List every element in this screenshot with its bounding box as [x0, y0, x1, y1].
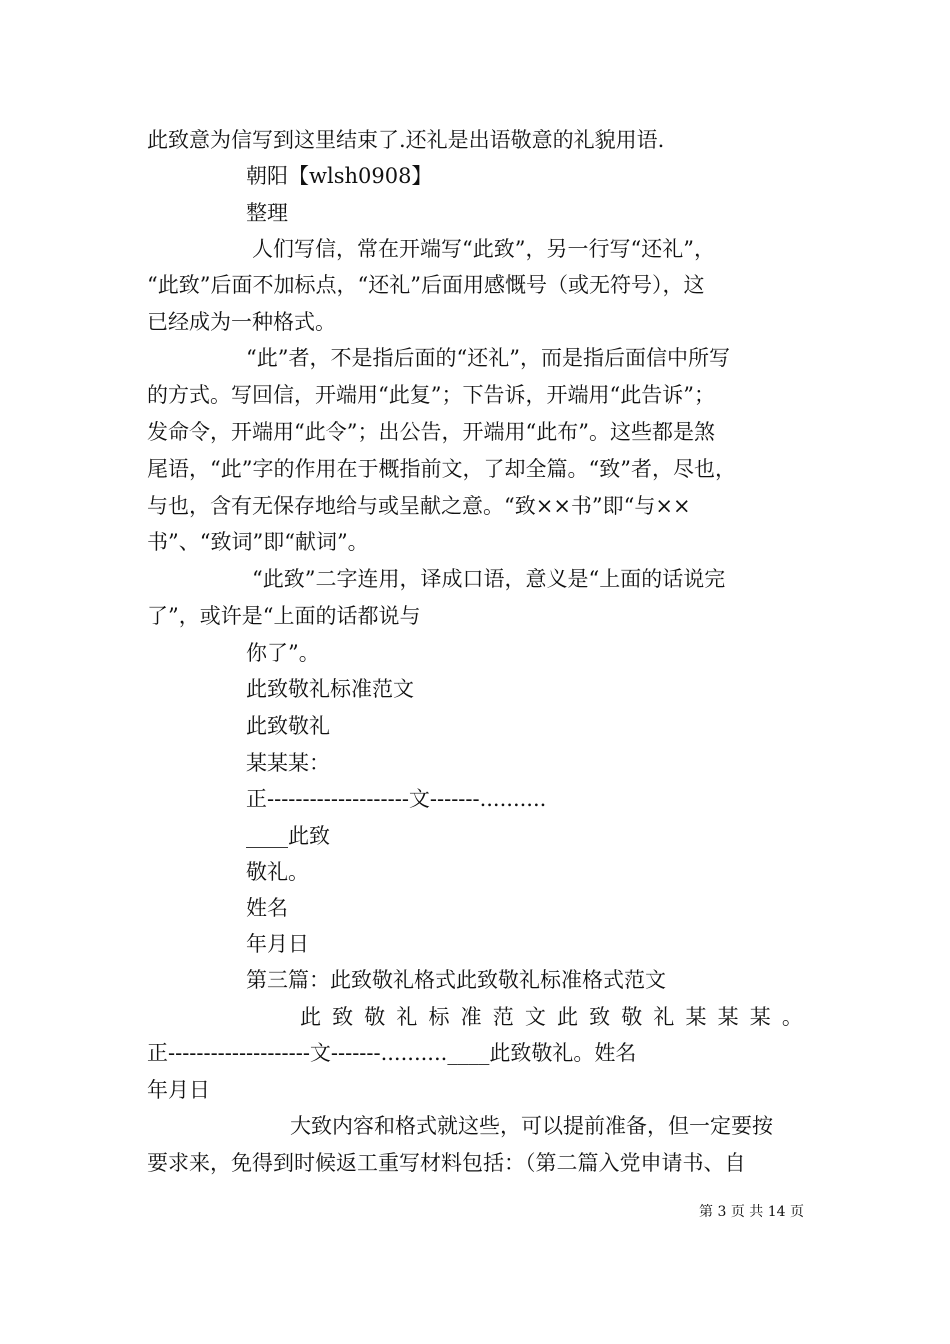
text-line: 人们写信，常在开端写“此致”，另一行写“还礼”，	[252, 237, 715, 261]
text-line: 正--------------------文-------..........____此致敬礼。姓名	[147, 1041, 637, 1065]
text-line: ____此致	[246, 824, 330, 848]
text-char: 此	[300, 1005, 321, 1029]
section-heading: 第三篇：此致敬礼格式此致敬礼标准格式范文	[246, 968, 666, 992]
text-line: 姓名	[246, 896, 288, 920]
text-line: “此致”二字连用，译成口语，意义是“上面的话说完	[252, 567, 726, 591]
text-char: 某	[749, 1005, 771, 1029]
text-char: 致	[332, 1005, 354, 1029]
text-line: 年月日	[246, 932, 309, 956]
text-line: 与也，含有无保存地给与或呈献之意。“致××书”即“与××	[147, 494, 691, 518]
text-line: 要求来，免得到时候返工重写材料包括：（第二篇入党申请书、自	[147, 1151, 746, 1175]
text-char: 敬	[364, 1005, 386, 1029]
text-line: 整理	[246, 201, 288, 225]
text-char: 范	[492, 1005, 514, 1029]
text-line: 此致意为信写到这里结束了.还礼是出语敬意的礼貌用语.	[147, 128, 665, 152]
text-char: 文	[524, 1005, 546, 1029]
text-char: 致	[589, 1005, 611, 1029]
text-char: 。	[781, 1005, 803, 1029]
text-line: 此致敬礼标准范文	[246, 677, 414, 701]
text-line: 了”，或许是“上面的话都说与	[147, 604, 421, 628]
text-line: 你了”。	[246, 641, 320, 665]
text-line: 的方式。写回信，开端用“此复”；下告诉，开端用“此告诉”；	[147, 383, 715, 407]
text-line: 大致内容和格式就这些，可以提前准备，但一定要按	[290, 1114, 773, 1138]
text-line: 年月日	[147, 1078, 210, 1102]
text-char: 礼	[653, 1005, 675, 1029]
page-number: 第 3 页 共 14 页	[699, 1204, 804, 1220]
text-char: 准	[460, 1005, 482, 1029]
text-line: 发命令，开端用“此令”；出公告，开端用“此布”。这些都是煞	[147, 420, 715, 444]
text-line: 尾语，“此”字的作用在于概指前文，了却全篇。“致”者，尽也，	[147, 457, 736, 481]
text-char: 某	[685, 1005, 707, 1029]
text-line: 此致敬礼	[246, 714, 330, 738]
text-char: 敬	[621, 1005, 643, 1029]
text-line: 敬礼。	[246, 860, 309, 884]
justified-line	[300, 1004, 803, 1030]
text-line: “此致”后面不加标点，“还礼”后面用感慨号（或无符号），这	[147, 273, 705, 297]
text-line: “此”者，不是指后面的“还礼”，而是指后面信中所写	[246, 346, 730, 370]
text-line: 正--------------------文-------..........	[246, 787, 547, 811]
text-char: 某	[717, 1005, 739, 1029]
text-char: 礼	[396, 1005, 418, 1029]
text-line: 已经成为一种格式。	[147, 310, 336, 334]
text-line: 书”、“致词”即“献词”。	[147, 530, 369, 554]
text-char: 此	[557, 1005, 578, 1029]
text-line: 某某某：	[246, 751, 330, 775]
text-char: 标	[428, 1005, 450, 1029]
text-line: 朝阳【wlsh0908】	[246, 164, 433, 188]
